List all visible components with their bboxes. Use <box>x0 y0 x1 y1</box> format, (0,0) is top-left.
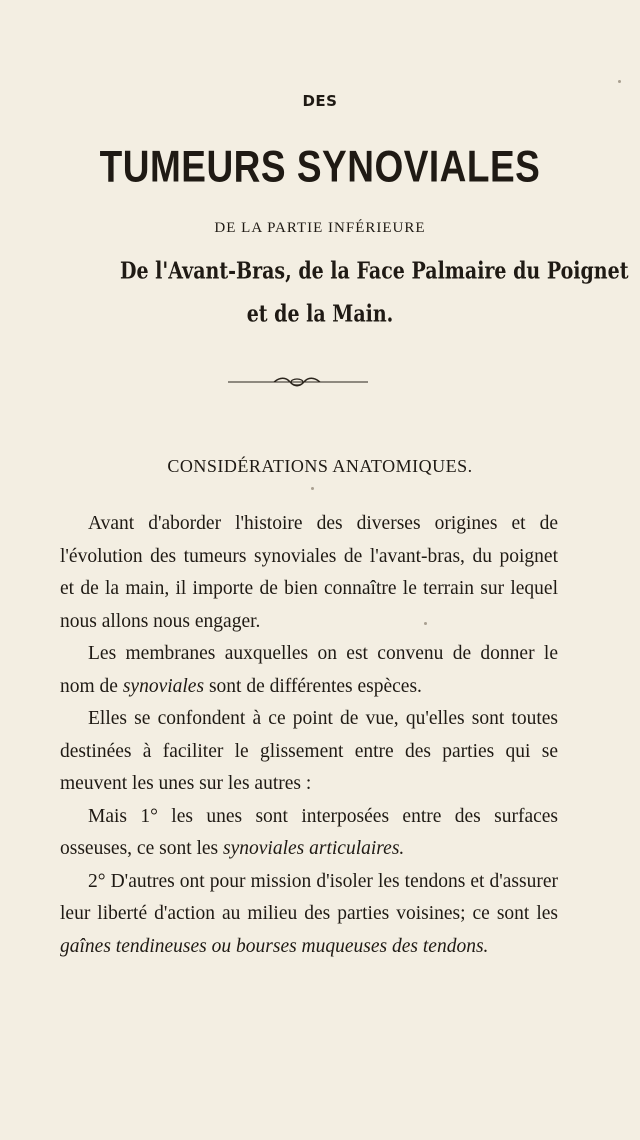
page-title: TUMEURS SYNOVIALES <box>99 142 541 192</box>
paper-speck <box>311 487 314 490</box>
emphasis-synoviales-articulaires: synoviales articulaires. <box>223 838 405 859</box>
paragraph-1: Avant d'aborder l'histoire des diverses origines et de l'évolution des tumeurs synoviales de l'avant-bras, du poignet et de la main, il importe de bien connaître le terrain sur lequel nous allons nous engager. <box>60 513 558 632</box>
paragraph-4: Mais 1° les unes sont interposées entre des surfaces osseuses, ce sont les synoviales articulaires. <box>60 805 558 859</box>
section-heading: CONSIDÉRATIONS ANATOMIQUES. <box>167 456 473 476</box>
emphasis-gaines-tendineuses: gaînes tendineuses ou bourses muqueuses des tendons. <box>60 935 489 957</box>
paragraph-5: 2° D'autres ont pour mission d'isoler les tendons et d'assurer leur liberté d'action au milieu des parties voisines; ce sont les gaînes tendineuses ou bourses muqueuses des tendons. <box>60 870 558 957</box>
paragraph-3: Elles se confondent à ce point de vue, qu'elles sont toutes destinées à faciliter le glissement entre des parties qui se meuvent les unes sur les autres : <box>60 708 558 794</box>
paragraph-2: Les membranes auxquelles on est convenu de donner le nom de synoviales sont de différentes espèces. <box>60 643 558 697</box>
page-subtitle: DE LA PARTIE INFÉRIEURE <box>214 220 426 236</box>
paper-speck <box>618 80 621 83</box>
title-prefix: DES <box>302 92 338 110</box>
body-text <box>60 508 558 963</box>
region-heading-line-2: et de la Main. <box>246 300 394 328</box>
region-heading-line-1: De l'Avant-Bras, de la Face Palmaire du Poignet <box>120 257 629 285</box>
emphasis-synoviales: synoviales <box>122 675 205 697</box>
paper-speck <box>424 622 427 625</box>
ornamental-divider <box>228 375 368 389</box>
